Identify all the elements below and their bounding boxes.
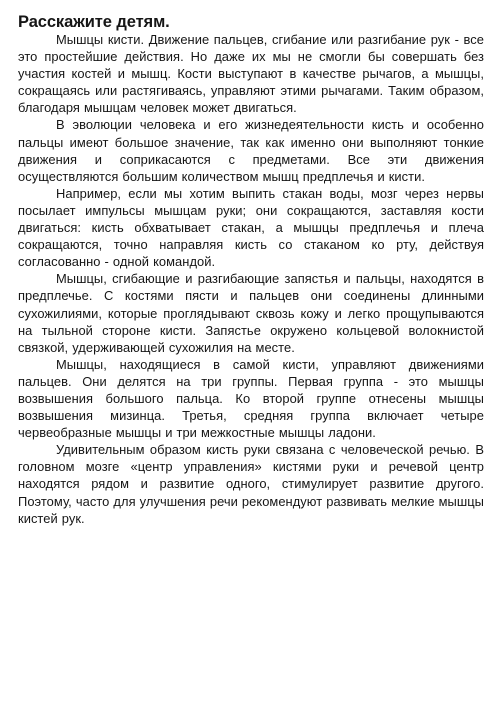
paragraph-speech-connection: Удивительным образом кисть руки связана с человеческой речью. В головном мозге «центр управления» кистями руки и речевой центр находятся рядом и развитие одного, стимулирует развитие другого. Поэтому, часто для улучшения речи рекомендуют развивать мелкие мышцы кистей рук. xyxy=(18,442,484,526)
paragraph-evolution: В эволюции человека и его жизнедеятельности кисть и особенно пальцы имеют большое значение, так как именно они выполняют тонкие движения и соприкасаются с предметами. Все эти движения осуществляются большим количеством мышц предплечья и кисти. xyxy=(18,117,484,184)
page-title: Расскажите детям. xyxy=(18,13,170,31)
paragraph-glass-of-water: Например, если мы хотим выпить стакан воды, мозг через нервы посылает импульсы мышцам руки; они сокращаются, заставляя кости двигаться: кисть обхватывает стакан, а мышцы предплечья и плеча сокращаются, точно направляя кисть со стаканом ко рту, действуя согласованно - одной командой. xyxy=(18,185,484,270)
text-block xyxy=(18,14,484,527)
paragraph-muscle-groups: Мышцы, находящиеся в самой кисти, управляют движениями пальцев. Они делятся на три группы. Первая группа - это мышцы возвышения большого пальца. Ко второй группе отнесены мышцы возвышения мизинца. Третья, средняя группа включает четыре червеобразные мышцы и три межкостные мышцы ладони. xyxy=(18,356,484,441)
paragraph-hand-muscles: Мышцы кисти. Движение пальцев, сгибание или разгибание рук - все это простейшие действия. Но даже их мы не смогли бы совершать без участия костей и мышц. Кости выступают в качестве рычагов, а мышцы, сокращаясь или растягиваясь, управляют этими рычагами. Таким образом, благодаря мышцам человек может двигаться. xyxy=(18,32,484,116)
paragraph-forearm-muscles: Мышцы, сгибающие и разгибающие запястья и пальцы, находятся в предплечье. С костями пясти и пальцев они соединены длинными сухожилиями, которые проглядывают сквозь кожу и легко прощупываются на тыльной стороне кисти. Запястье окружено кольцевой волокнистой связкой, удерживающей сухожилия на месте. xyxy=(18,271,484,355)
